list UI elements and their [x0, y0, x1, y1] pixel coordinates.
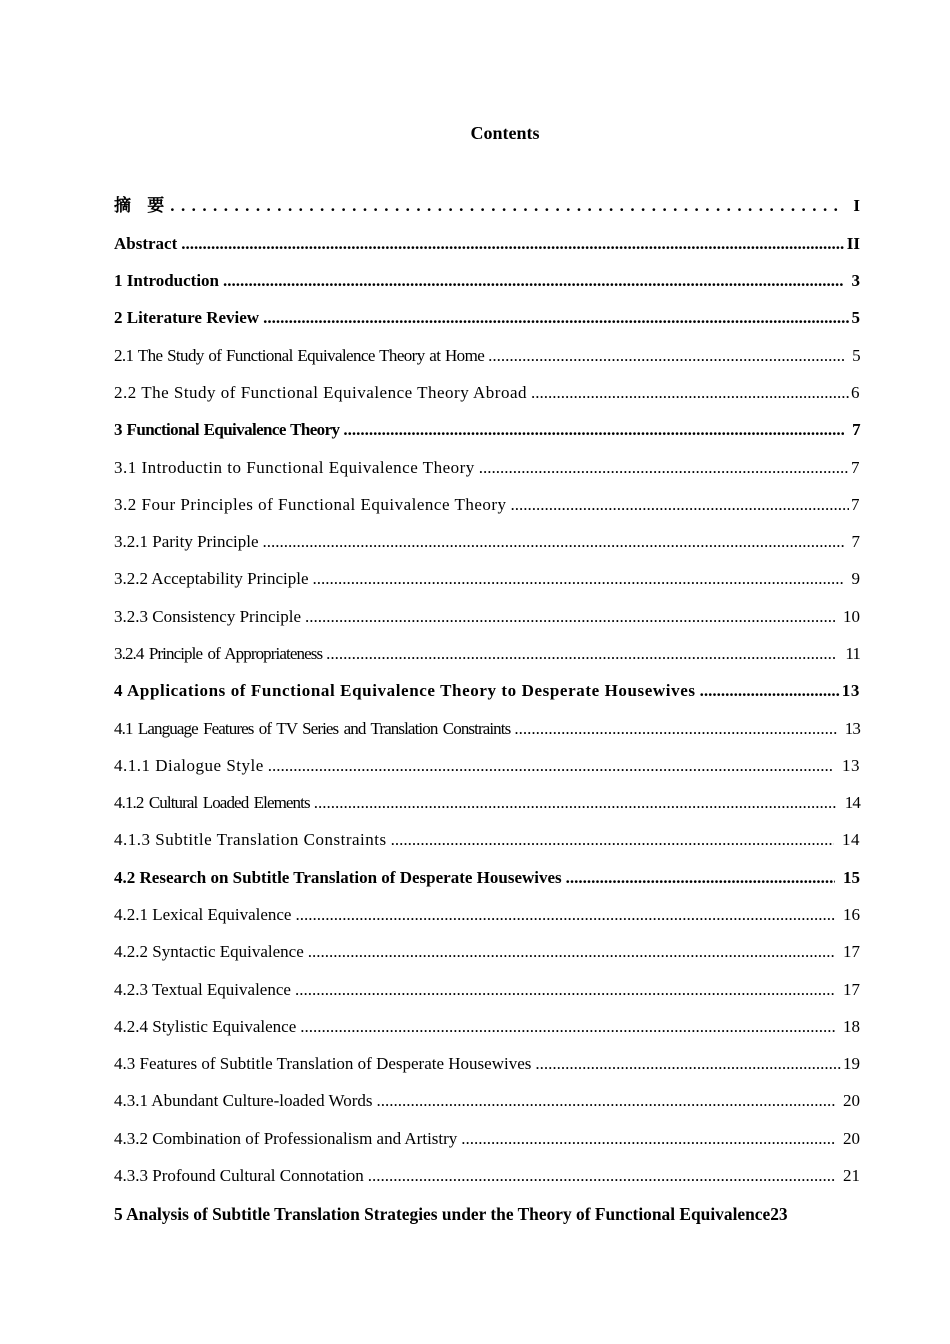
dot-leader [343, 419, 844, 441]
toc-entry-3-2-3[interactable] [114, 606, 860, 628]
dot-leader [295, 979, 835, 1001]
toc-entry-4-3-2[interactable] [114, 1128, 860, 1150]
dot-leader [488, 345, 844, 367]
toc-entry-label: 4.1.1 Dialogue Style [114, 756, 264, 775]
dot-leader [314, 792, 837, 814]
dot-leader [263, 307, 849, 329]
toc-entry-page: 21 [843, 1166, 860, 1185]
toc-entry-page: 20 [843, 1091, 860, 1110]
toc-entry-page: 16 [843, 905, 860, 924]
toc-entry-page: 10 [843, 607, 860, 626]
toc-entry-page: II [846, 234, 860, 253]
toc-entry-introduction[interactable] [114, 270, 860, 292]
toc-entry-2-2[interactable] [114, 382, 860, 404]
toc-entry-label: 3.2.2 Acceptability Principle [114, 569, 309, 588]
toc-entry-4-2-2[interactable] [114, 941, 860, 963]
toc-entry-label: 3.1 Introductin to Functional Equivalence Theory [114, 458, 475, 477]
dot-leader [295, 904, 835, 926]
toc-entry-label: 4.2.3 Textual Equivalence [114, 980, 291, 999]
page-title: Contents [470, 123, 540, 143]
toc-entry-page: 23 [770, 1204, 788, 1224]
toc-entry-page: 9 [851, 569, 860, 588]
dot-leader [223, 270, 843, 292]
dot-leader [461, 1128, 835, 1150]
toc-entry-page: 6 [851, 383, 860, 402]
dot-leader [326, 643, 837, 665]
dot-leader [514, 718, 836, 740]
toc-entry-label: 4.3.3 Profound Cultural Connotation [114, 1166, 364, 1185]
toc-entry-page: 17 [843, 942, 860, 961]
toc-entry-page: 13 [841, 681, 860, 700]
toc-entry-abstract-chinese[interactable] [114, 195, 860, 217]
toc-entry-4-2[interactable] [114, 867, 860, 889]
dot-leader [313, 568, 844, 590]
toc-entry-label: 4.3 Features of Subtitle Translation of Desperate Housewives [114, 1054, 532, 1073]
dot-leader [300, 1016, 835, 1038]
toc-entry-label: 2.2 The Study of Functional Equivalence Theory Abroad [114, 383, 528, 402]
toc-entry-label: 1 Introduction [114, 271, 220, 290]
dot-leader [262, 531, 843, 553]
toc-entry-page: 20 [843, 1129, 860, 1148]
dot-leader [170, 195, 843, 217]
toc-entry-page: 17 [843, 980, 860, 999]
toc-entry-4-1-2[interactable] [114, 792, 860, 814]
toc-entry-label: 4.1 Language Features of TV Series and Translation Constraints [114, 719, 511, 738]
toc-entry-4-3-1[interactable] [114, 1090, 860, 1112]
toc-entry-page: 19 [843, 1054, 860, 1073]
dot-leader [531, 382, 849, 404]
toc-entry-page: 14 [842, 830, 860, 849]
toc-entry-3-2-4[interactable] [114, 643, 860, 665]
toc-entry-4-1-3[interactable] [114, 829, 860, 851]
toc-entry-page: 14 [844, 793, 860, 812]
toc-entry-page: 3 [851, 271, 860, 290]
toc-entry-label: 4.2.4 Stylistic Equivalence [114, 1017, 297, 1036]
toc-entry-3-2-2[interactable] [114, 568, 860, 590]
dot-leader [376, 1090, 835, 1112]
toc-entry-label: 4.2.2 Syntactic Equivalence [114, 942, 304, 961]
toc-entry-2-1[interactable] [114, 345, 860, 367]
toc-entry-label: 4.2 Research on Subtitle Translation of Desperate Housewives [114, 868, 562, 887]
toc-entry-label: 摘 要 [114, 196, 171, 215]
toc-entry-applications[interactable] [114, 680, 860, 702]
dot-leader [305, 606, 835, 628]
toc-entry-label: 3.2.1 Parity Principle [114, 532, 259, 551]
toc-entry-page: 7 [851, 458, 860, 477]
toc-entry-page: 7 [851, 495, 860, 514]
toc-entry-label: 3.2.3 Consistency Principle [114, 607, 301, 626]
dot-leader [700, 680, 840, 702]
toc-entry-label: 4.2.1 Lexical Equivalence [114, 905, 292, 924]
toc-entry-page: 15 [843, 868, 860, 887]
toc-entry-4-2-3[interactable] [114, 979, 860, 1001]
toc-entry-label: 4.3.1 Abundant Culture-loaded Words [114, 1091, 373, 1110]
toc-entry-3-2-1[interactable] [114, 531, 860, 553]
toc-entry-4-3-3[interactable] [114, 1165, 860, 1187]
dot-leader [308, 941, 835, 963]
dot-leader [566, 867, 835, 889]
toc-entry-page: 5 [851, 308, 860, 327]
dot-leader [511, 494, 849, 516]
toc-entry-3-1[interactable] [114, 457, 860, 479]
toc-entry-label: 4.3.2 Combination of Professionalism and Artistry [114, 1129, 458, 1148]
toc-entry-page: 18 [843, 1017, 860, 1036]
toc-entry-4-3[interactable] [114, 1053, 860, 1075]
dot-leader [479, 457, 849, 479]
dot-leader [368, 1165, 835, 1187]
toc-entry-4-1[interactable] [114, 718, 860, 740]
toc-entry-page: 13 [842, 756, 860, 775]
toc-entry-label: 3.2 Four Principles of Functional Equivalence Theory [114, 495, 507, 514]
toc-entry-analysis[interactable] [114, 1203, 860, 1225]
toc-entry-page: 7 [852, 420, 860, 439]
toc-entry-page: 11 [845, 644, 860, 663]
toc-entry-page: I [853, 196, 860, 215]
toc-entry-page: 5 [852, 346, 860, 365]
toc-entry-page: 7 [851, 532, 860, 551]
toc-entry-page: 13 [844, 719, 860, 738]
dot-leader [268, 755, 834, 777]
toc-entry-label: 4.1.2 Cultural Loaded Elements [114, 793, 310, 812]
toc-entry-label: 2.1 The Study of Functional Equivalence Theory at Home [114, 346, 485, 365]
toc-entry-functional-equivalence-theory[interactable] [114, 419, 860, 441]
toc-entry-3-2[interactable] [114, 494, 860, 516]
toc-entry-4-1-1[interactable] [114, 755, 860, 777]
dot-leader [535, 1053, 841, 1075]
toc-entry-4-2-4[interactable] [114, 1016, 860, 1038]
toc-entry-label: Abstract [114, 234, 178, 253]
toc-entry-label: 4.1.3 Subtitle Translation Constraints [114, 830, 387, 849]
toc-entry-label: 2 Literature Review [114, 308, 260, 327]
toc-entry-label: 4 Applications of Functional Equivalence Theory to Desperate Housewives [114, 681, 696, 700]
toc-entry-label: 3 Functional Equivalence Theory [114, 420, 340, 439]
toc-entry-label: 3.2.4 Principle of Appropriateness [114, 644, 323, 663]
dot-leader [391, 829, 834, 851]
toc-entry-abstract[interactable] [114, 233, 860, 255]
toc-entry-literature-review[interactable] [114, 307, 860, 329]
toc-entry-label: 5 Analysis of Subtitle Translation Strategies under the Theory of Functional Equivalence [114, 1204, 771, 1224]
toc-entry-4-2-1[interactable] [114, 904, 860, 926]
dot-leader [181, 233, 845, 255]
